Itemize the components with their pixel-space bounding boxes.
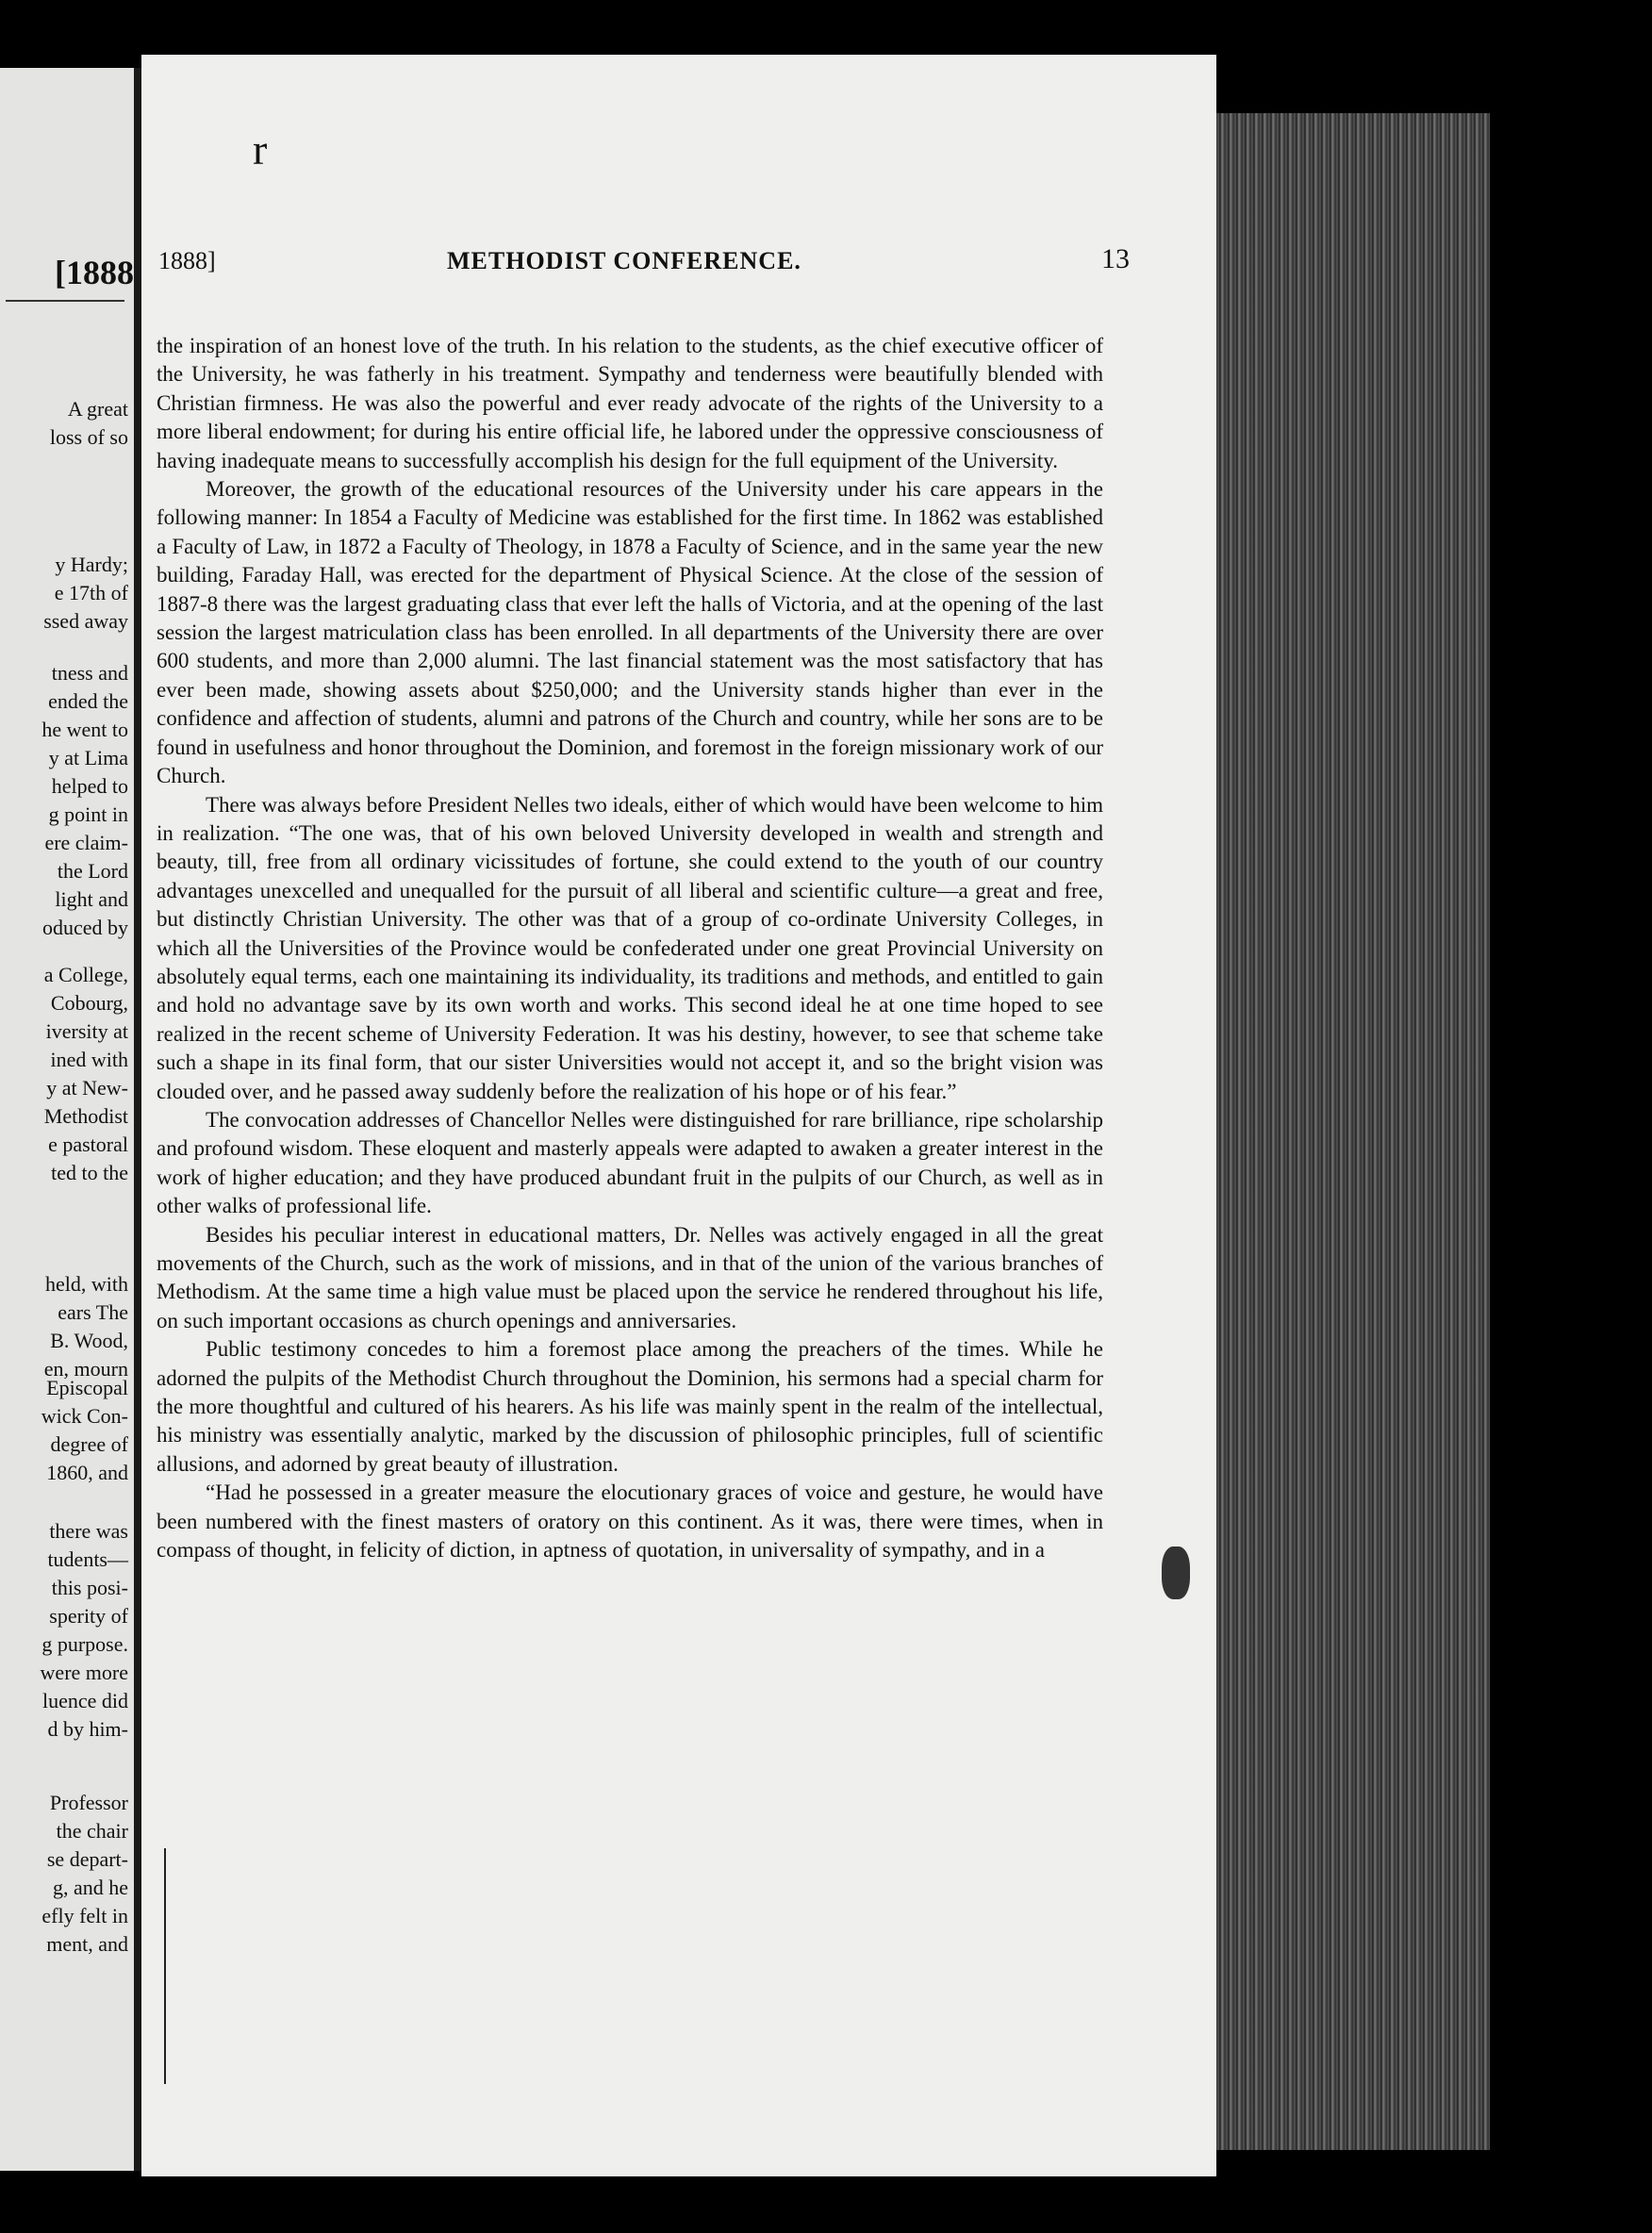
facing-page-line: g purpose. xyxy=(41,1632,128,1656)
facing-page-line: e 17th of xyxy=(54,581,128,604)
facing-page-line: this posi- xyxy=(51,1576,128,1599)
facing-page-line: tness and xyxy=(51,661,128,685)
paragraph: There was always before President Nelles two ideals, either of which would have been welcome to him in realization. “The one was, that of his own beloved University developed in wealth and strength and beauty, till, free from all ordinary vicissitudes of fortune, she could extend to the youth of our country advantages unexcelled and unequalled for the pursuit of all liberal and scientific culture—a great and free, but distinctly Christian University. The other was that of a group of co-ordinate University Colleges, in which all the Universities of the Province would be confederated under one great Provincial University on absolutely equal terms, each one maintaining its individuality, its traditions and methods, and entitled to gain and hold no advantage save by its own worth and works. This second ideal he at one time hoped to see realized in the recent scheme of University Federation. It was his destiny, however, to see that scheme take such a shape in its final form, that our sister Universities would not accept it, and so the bright vision was clouded over, and he passed away suddenly before the realization of his hope or of his fear.” xyxy=(157,792,1103,1103)
running-head xyxy=(158,243,1130,285)
facing-page-line: oduced by xyxy=(41,916,128,939)
paragraph-continuation: the inspiration of an honest love of the truth. In his relation to the students, as the chief executive officer of the University, he was fatherly in his treatment. Sympathy and tenderness were beautifully blended with Christian firmness. He was also the powerful and ever ready advocate of the rights of the University to a more liberal endowment; for during his entire official life, he labored under the oppressive consciousness of having inadequate means to successfully accomplish his design for the full equipment of the University. xyxy=(157,334,1103,472)
facing-page-line: ined with xyxy=(50,1048,128,1071)
facing-page-rule xyxy=(6,300,124,302)
facing-page-line: d by him- xyxy=(47,1717,128,1741)
pencil-mark: r xyxy=(253,125,268,174)
facing-page-line: ears The xyxy=(58,1300,128,1324)
facing-page-line: g point in xyxy=(48,802,128,826)
running-head-title: METHODIST CONFERENCE. xyxy=(447,247,801,274)
facing-page-line: wick Con- xyxy=(41,1404,128,1428)
page-number: 13 xyxy=(1101,243,1130,274)
page-edges xyxy=(1216,113,1490,2150)
facing-page-line: the chair xyxy=(56,1819,128,1843)
facing-page-line: Professor xyxy=(49,1791,128,1814)
facing-page-line: A great xyxy=(67,397,128,421)
facing-page-line: ment, and xyxy=(46,1932,128,1956)
paragraph: Public testimony concedes to him a foremost place among the preachers of the times. While he adorned the pulpits of the Methodist Church throughout the Dominion, his sermons had a special charm for the more thoughtful and cultured of his hearers. As his life was mainly spent in the realm of the intellectual, his ministry was essentially analytic, marked by the discussion of philosophic principles, full of scientific allusions, and adorned by great beauty of illustration. xyxy=(157,1337,1103,1476)
facing-page-line: y Hardy; xyxy=(55,553,128,576)
facing-page-line: he went to xyxy=(41,718,128,741)
facing-page-line: there was xyxy=(49,1519,128,1543)
facing-page-line: efly felt in xyxy=(41,1904,128,1927)
facing-page-line: e pastoral xyxy=(48,1133,128,1156)
facing-page-line: were more xyxy=(40,1661,128,1684)
facing-page-line: ere claim- xyxy=(44,831,128,854)
ink-blot xyxy=(1162,1547,1190,1599)
margin-pencil-line xyxy=(164,1848,166,2084)
facing-page-line: B. Wood, xyxy=(50,1329,128,1352)
facing-page-line: 1860, and xyxy=(46,1461,128,1484)
paragraph: Besides his peculiar interest in educational matters, Dr. Nelles was actively engaged in all the great movements of the Church, such as the work of missions, and in that of the union of the various branches of Methodism. At the same time a high value must be placed upon the service he rendered throughout his life, on such important occasions as church openings and anniversaries. xyxy=(157,1222,1103,1332)
paragraph: Moreover, the growth of the educational resources of the University under his care appears in the following manner: In 1854 a Faculty of Medicine was established for the first time. In 1862 was established a Faculty of Law, in 1872 a Faculty of Theology, in 1878 a Faculty of Science, and in the same year the new building, Faraday Hall, was erected for the department of Physical Science. At the close of the session of 1887-8 there was the largest graduating class that ever left the halls of Victoria, and at the opening of the last session the largest matriculation class has been enrolled. In all departments of the University there are over 600 students, and more than 2,000 alumni. The last financial statement was the most satisfactory that has ever been made, showing assets about $250,000; and the University stands higher than ever in the confidence and affection of students, alumni and patrons of the Church and country, while her sons are to be found in usefulness and honor throughout the Dominion, and foremost in the foreign missionary work of our Church. xyxy=(157,477,1103,788)
facing-page-line: the Lord xyxy=(57,859,128,883)
facing-page-line: Episcopal xyxy=(46,1376,128,1399)
facing-page-line: en, mourn xyxy=(43,1357,128,1381)
facing-page-line: Cobourg, xyxy=(50,991,128,1015)
facing-page-line: g, and he xyxy=(52,1876,128,1899)
facing-page-line: iversity at xyxy=(45,1019,128,1043)
paragraph: “Had he possessed in a greater measure the elocutionary graces of voice and gesture, he would have been numbered with the finest masters of oratory on this continent. As it was, there were times, when in compass of thought, in felicity of diction, in aptness of quotation, in universality of sympathy, and in a xyxy=(157,1480,1103,1563)
facing-page-line: sperity of xyxy=(49,1604,128,1628)
facing-page-line: Methodist xyxy=(43,1104,128,1128)
facing-page-line: light and xyxy=(55,887,128,911)
facing-page-line: ended the xyxy=(48,689,128,713)
paragraph: The convocation addresses of Chancellor Nelles were distinguished for rare brilliance, ripe scholarship and profound wisdom. These eloquent and masterly appeals were adapted to awaken a greater interest in the work of higher education; and they have produced abundant fruit in the pulpits of our Church, as well as in other walks of professional life. xyxy=(157,1107,1103,1218)
facing-page-line: y at Lima xyxy=(48,746,128,769)
facing-page-line: ssed away xyxy=(43,609,128,633)
facing-page-line: degree of xyxy=(50,1432,128,1456)
running-head-year: 1888] xyxy=(158,247,216,274)
facing-page-line: helped to xyxy=(51,774,128,798)
facing-page-line: y at New- xyxy=(46,1076,128,1100)
facing-page-line: tudents— xyxy=(47,1547,128,1571)
facing-page-line: ted to the xyxy=(51,1161,128,1184)
facing-page-fragment xyxy=(0,68,134,2171)
facing-page-line: se depart- xyxy=(46,1847,128,1871)
page-body xyxy=(157,332,1103,1564)
facing-page-line: luence did xyxy=(41,1689,128,1712)
facing-page-line: loss of so xyxy=(49,425,128,449)
facing-page-line: held, with xyxy=(45,1272,128,1296)
facing-page-header: [1888 xyxy=(55,254,134,291)
facing-page-line: a College, xyxy=(43,963,128,986)
